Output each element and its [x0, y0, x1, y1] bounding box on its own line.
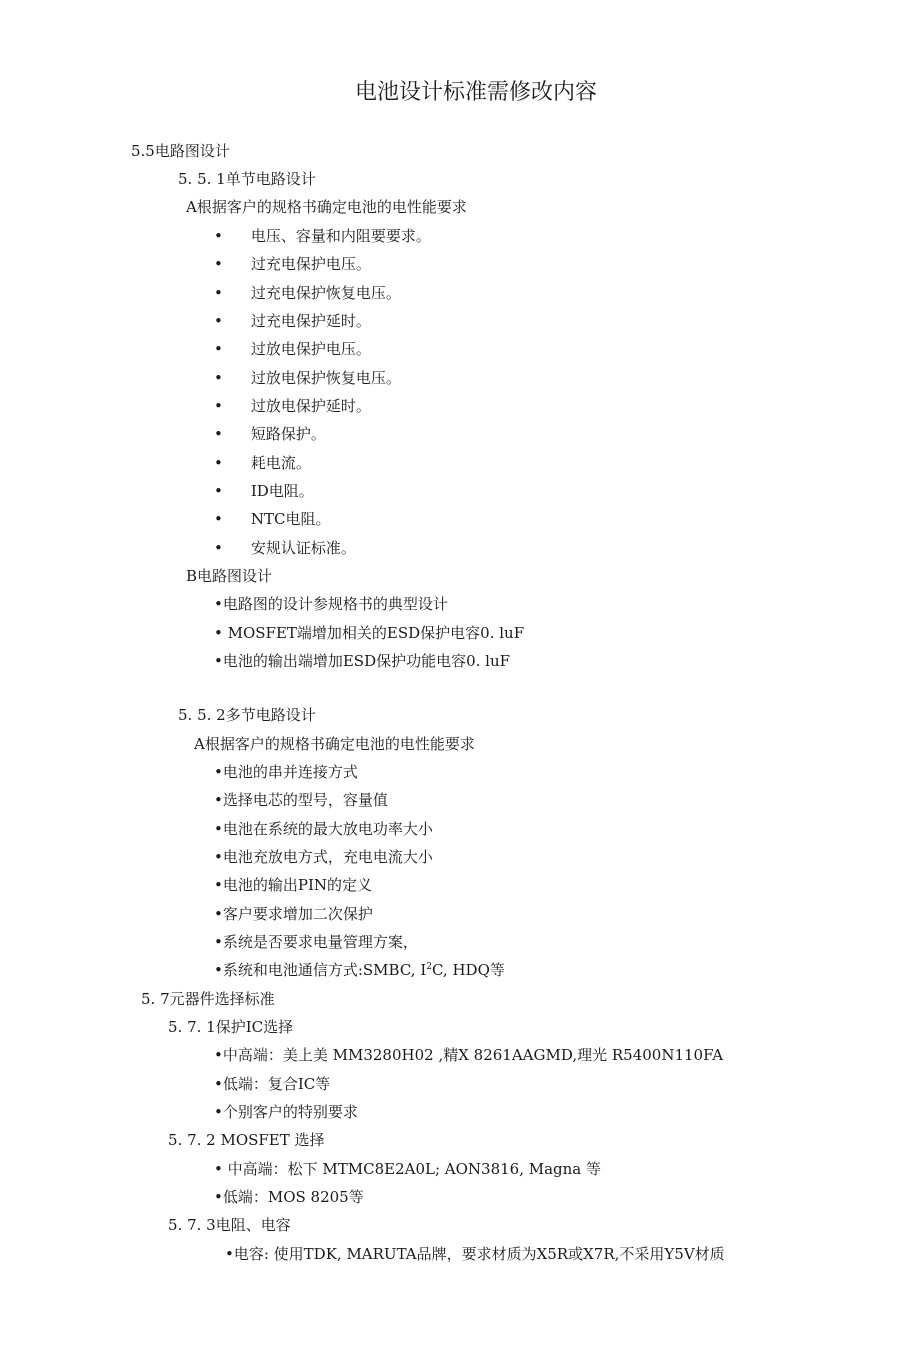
list-item: •系统是否要求电量管理方案， — [214, 933, 418, 951]
list-item: • 耗电流。 — [214, 454, 311, 472]
list-item: •电路图的设计参规格书的典型设计 — [214, 595, 448, 613]
list-item: • 过充电保护恢复电压。 — [214, 284, 401, 302]
list-item: •个别客户的特别要求 — [214, 1103, 358, 1121]
list-item: • ID电阻。 — [214, 482, 314, 500]
list-item: • 短路保护。 — [214, 425, 326, 443]
list-item: • 过放电保护延时。 — [214, 397, 371, 415]
list-item: • 过放电保护恢复电压。 — [214, 369, 401, 387]
list-item: • 过放电保护电压。 — [214, 340, 371, 358]
list-item: • 电压、容量和内阻要要求。 — [214, 227, 431, 245]
list-item: •选择电芯的型号，容量值 — [214, 791, 388, 809]
section-5-5-2-heading: 5. 5. 2多节电路设计 — [178, 706, 316, 724]
section-5-5-1-heading: 5. 5. 1单节电路设计 — [178, 170, 316, 188]
list-item: • MOSFET端增加相关的ESD保护电容0. luF — [214, 624, 525, 642]
list-item: •系统和电池通信方式:SMBC, $I^2C$, HDQ等 — [214, 961, 505, 979]
list-item: •电池的输出PIN的定义 — [214, 876, 372, 894]
section-5-7-2-heading: 5. 7. 2 MOSFET 选择 — [168, 1131, 325, 1149]
subsection-b-heading: B电路图设计 — [186, 567, 273, 585]
subsection-a-heading: A根据客户的规格书确定电池的电性能要求 — [194, 735, 475, 753]
list-item: •电容: 使用TDK, MARUTA品牌，要求材质为X5R或X7R,不采用Y5V材质 — [225, 1245, 725, 1263]
list-item: •客户要求增加二次保护 — [214, 905, 373, 923]
list-item: • 中高端：松下 MTMC8E2A0L; AON3816, Magna 等 — [214, 1160, 602, 1178]
section-5-7-1-heading: 5. 7. 1保护IC选择 — [168, 1018, 294, 1036]
list-item: • NTC电阻。 — [214, 510, 331, 528]
list-item: •电池的输出端增加ESD保护功能电容0. luF — [214, 652, 511, 670]
list-item: •电池充放电方式，充电电流大小 — [214, 848, 433, 866]
list-item: •低端：复合IC等 — [214, 1075, 331, 1093]
list-item: •低端：MOS 8205等 — [214, 1188, 364, 1206]
list-item: • 过充电保护延时。 — [214, 312, 371, 330]
section-5-7-heading: 5. 7元器件选择标准 — [141, 990, 275, 1008]
list-item: •电池的串并连接方式 — [214, 763, 358, 781]
section-5-7-3-heading: 5. 7. 3电阻、电容 — [168, 1216, 291, 1234]
section-5-5-heading: 5.5电路图设计 — [131, 142, 230, 160]
list-item: •中高端：美上美 MM3280H02 ,精X 8261AAGMD,理光 R5400N110FA — [214, 1046, 724, 1064]
list-item: • 过充电保护电压。 — [214, 255, 371, 273]
list-item: • 安规认证标准。 — [214, 539, 356, 557]
list-item: •电池在系统的最大放电功率大小 — [214, 820, 433, 838]
document-title: 电池设计标准需修改内容 — [354, 80, 597, 105]
subsection-a-heading: A根据客户的规格书确定电池的电性能要求 — [186, 198, 467, 216]
